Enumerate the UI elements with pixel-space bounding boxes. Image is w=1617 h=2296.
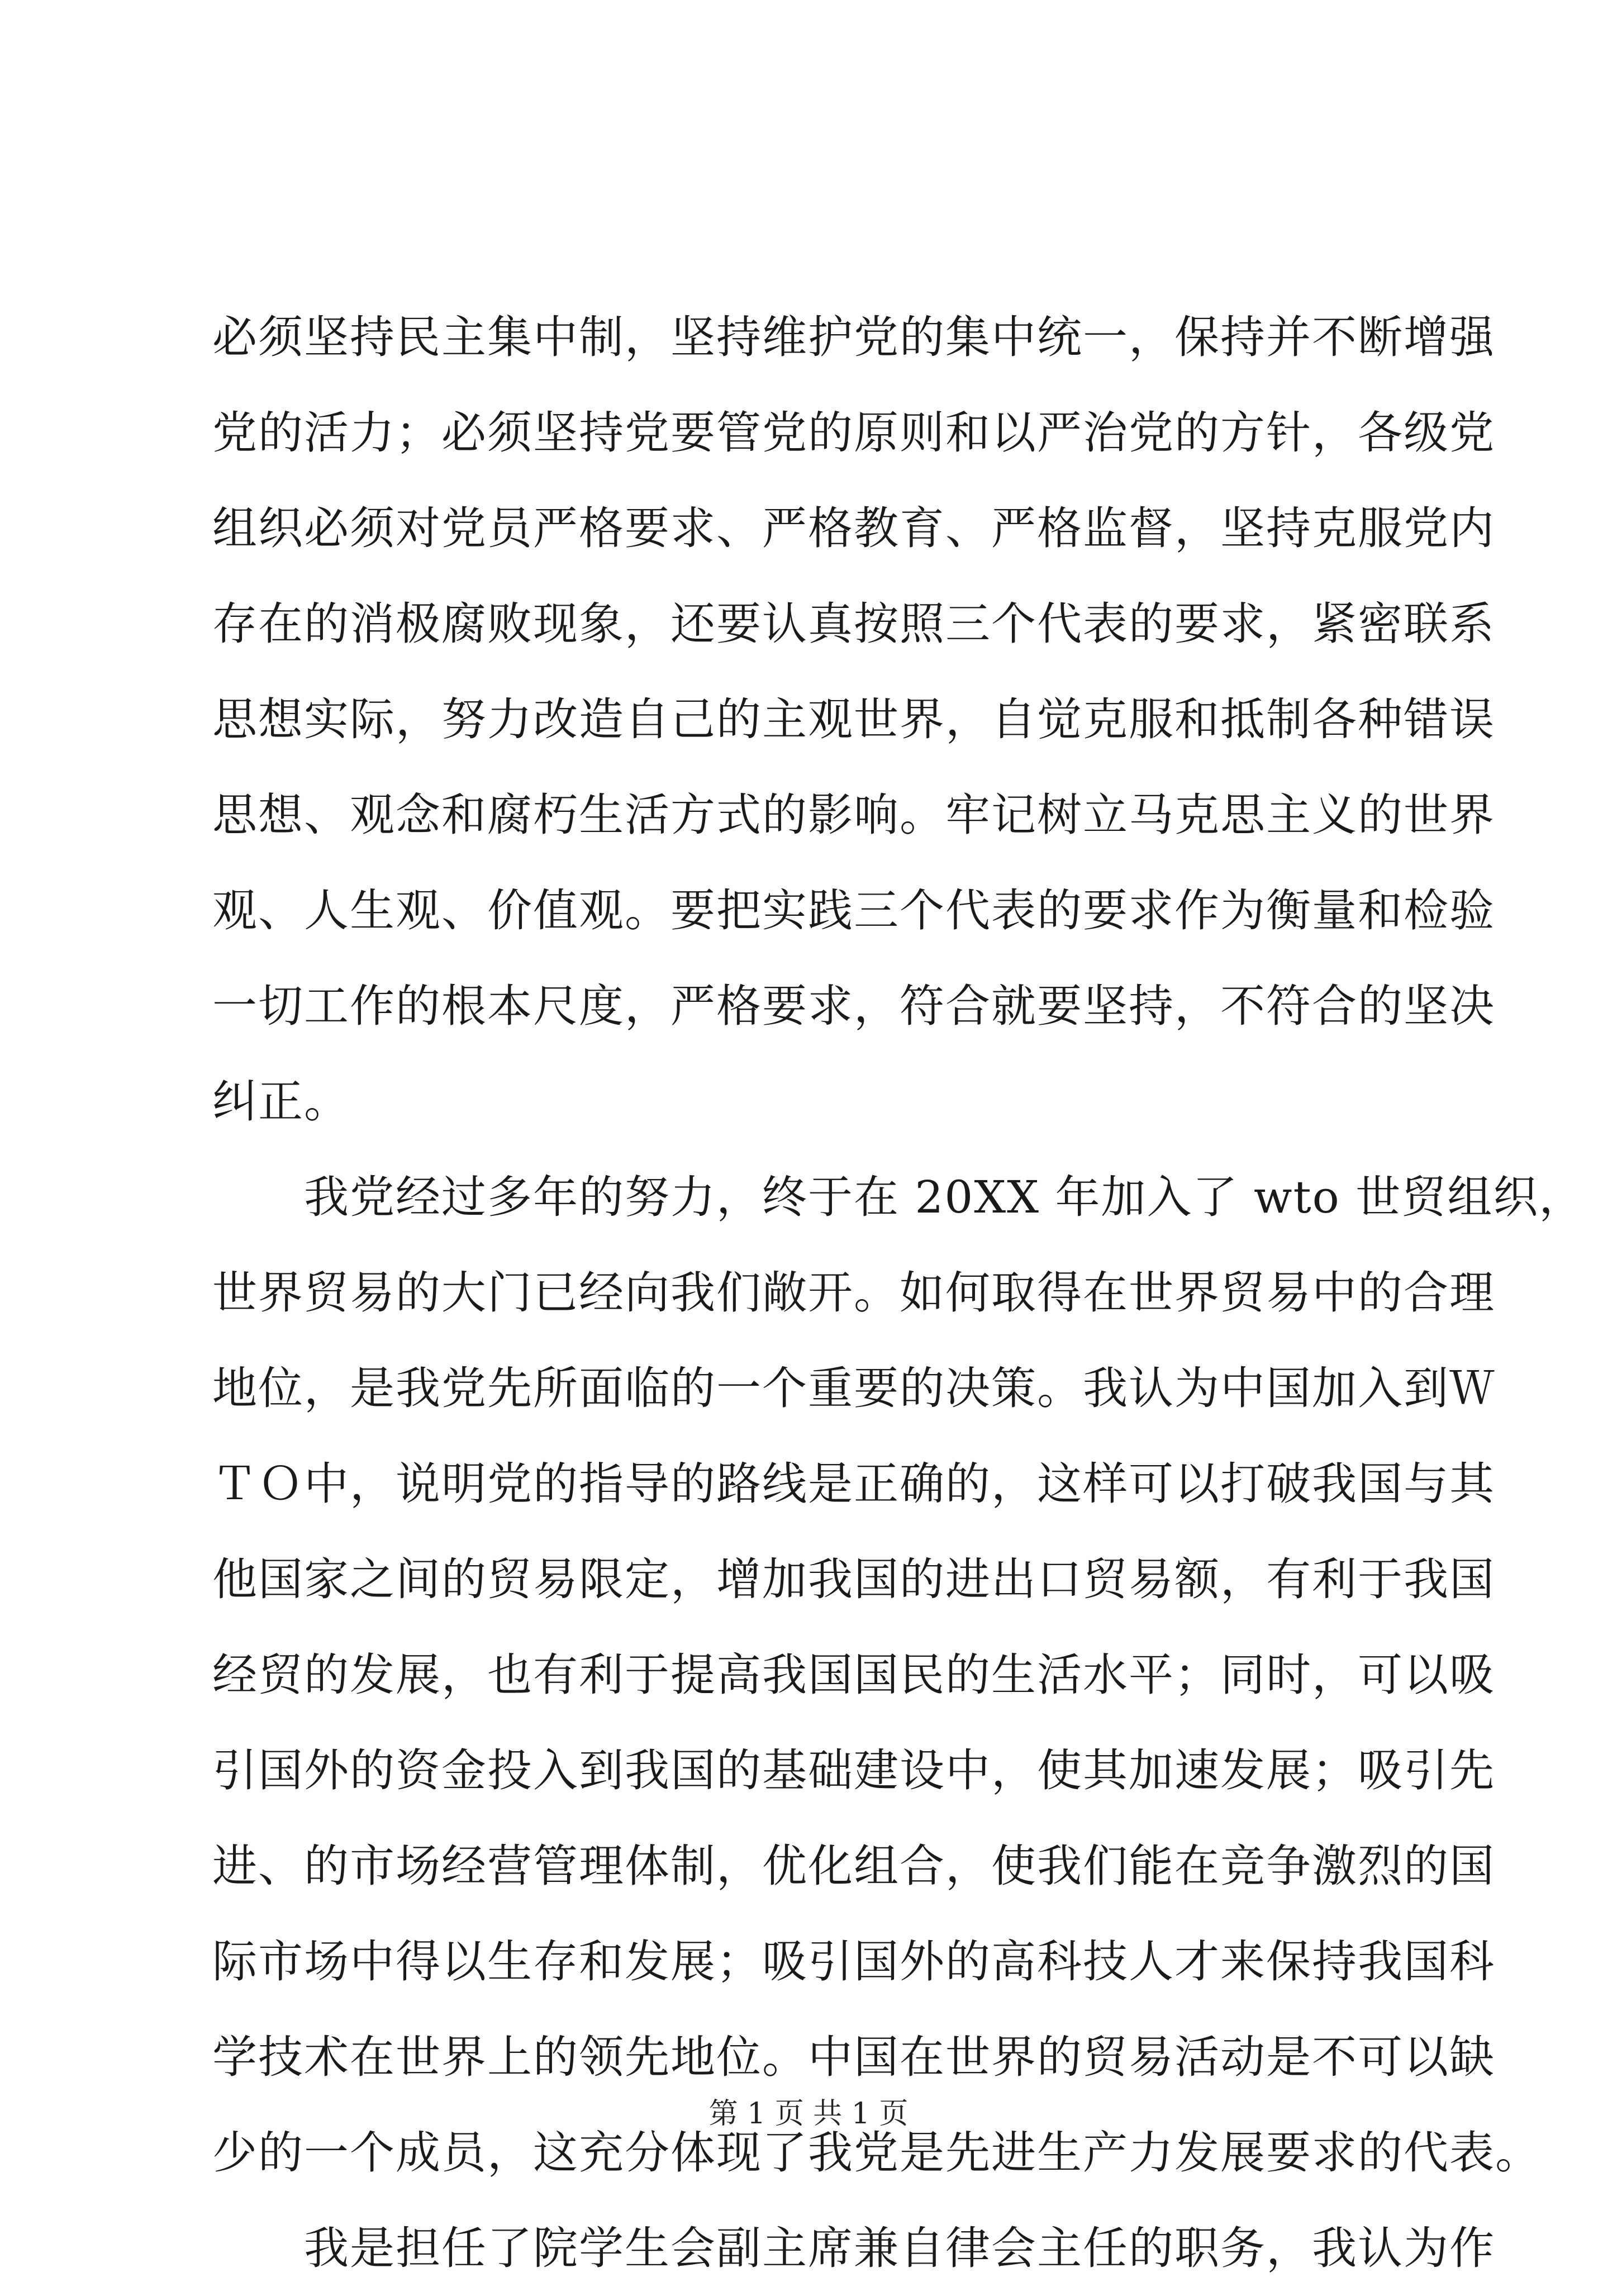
page-number-label: 第 1 页 共 1 页	[708, 2097, 909, 2131]
text-line: 思想实际，努力改造自己的主观世界，自觉克服和抵制各种错误	[212, 693, 1495, 745]
text-line: 必须坚持民主集中制，坚持维护党的集中统一，保持并不断增强	[212, 311, 1495, 363]
text-line: 世界贸易的大门已经向我们敞开。如何取得在世界贸易中的合理	[212, 1267, 1495, 1319]
body-text	[212, 289, 1585, 2296]
text-line: 际市场中得以生存和发展；吸引国外的高科技人才来保持我国科	[212, 1936, 1495, 1988]
text-line: 党的活力；必须坚持党要管党的原则和以严治党的方针，各级党	[212, 407, 1495, 459]
text-line: 存在的消极腐败现象，还要认真按照三个代表的要求，紧密联系	[212, 598, 1495, 650]
text-line: 思想、观念和腐朽生活方式的影响。牢记树立马克思主义的世界	[212, 789, 1495, 841]
text-line: 组织必须对党员严格要求、严格教育、严格监督，坚持克服党内	[212, 502, 1495, 554]
text-line: 少的一个成员，这充分体现了我党是先进生产力发展要求的代表。	[212, 2127, 1541, 2179]
text-line: 纠正。	[212, 1076, 350, 1128]
text-line: 经贸的发展，也有利于提高我国国民的生活水平；同时，可以吸	[212, 1649, 1495, 1701]
text-line: 一切工作的根本尺度，严格要求，符合就要坚持，不符合的坚决	[212, 980, 1495, 1032]
text-line: ＴＯ中，说明党的指导的路线是正确的，这样可以打破我国与其	[212, 1458, 1495, 1510]
text-line: 引国外的资金投入到我国的基础建设中，使其加速发展；吸引先	[212, 1744, 1495, 1796]
text-line: 我党经过多年的努力，终于在 20XX 年加入了 wto 世贸组织，	[212, 1171, 1585, 1223]
text-line: 进、的市场经营管理体制，优化组合，使我们能在竞争激烈的国	[212, 1840, 1495, 1892]
text-line: 他国家之间的贸易限定，增加我国的进出口贸易额，有利于我国	[212, 1553, 1495, 1605]
text-line: 学技术在世界上的领先地位。中国在世界的贸易活动是不可以缺	[212, 2031, 1495, 2083]
text-line: 地位，是我党先所面临的一个重要的决策。我认为中国加入到Ｗ	[212, 1362, 1495, 1414]
text-line: 我是担任了院学生会副主席兼自律会主任的职务，我认为作	[212, 2222, 1495, 2274]
page-footer	[0, 2094, 1617, 2133]
text-line: 观、人生观、价值观。要把实践三个代表的要求作为衡量和检验	[212, 885, 1495, 937]
